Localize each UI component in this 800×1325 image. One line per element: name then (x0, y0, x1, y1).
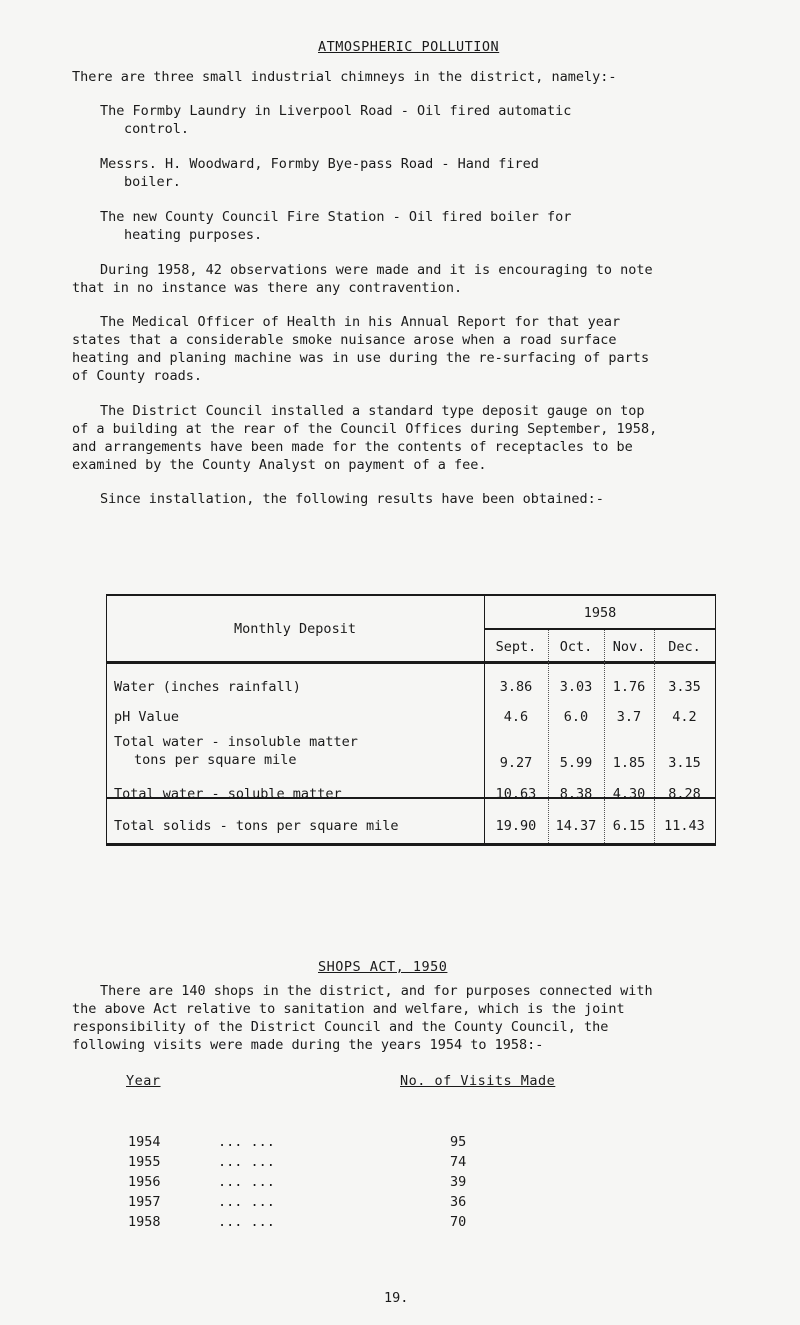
table-row-label: Total water - soluble matter (114, 786, 342, 802)
visits-count: 95 (450, 1134, 467, 1150)
visits-year: 1956 (128, 1174, 161, 1190)
table-rule (106, 661, 716, 664)
table-rule (484, 799, 485, 845)
visits-year: 1955 (128, 1154, 161, 1170)
chimney-item: boiler. (124, 174, 181, 190)
visits-count: 39 (450, 1174, 467, 1190)
table-cell: 6.15 (612, 818, 646, 834)
table-cell: 4.30 (612, 786, 646, 802)
table-cell: 3.03 (559, 679, 593, 695)
leader-dots: ... ... (218, 1134, 275, 1150)
moh-paragraph: heating and planing machine was in use during the re-surfacing of parts (72, 350, 650, 366)
table-row-label: Total water - insoluble matter (114, 734, 358, 750)
table-rule (484, 628, 716, 630)
table-row-label: pH Value (114, 709, 180, 725)
visits-year-header: Year (126, 1073, 161, 1089)
table-rule (604, 799, 605, 845)
table-row-label: Water (inches rainfall) (114, 679, 301, 695)
chimney-item: control. (124, 121, 190, 137)
table-month-header: Oct. (559, 639, 593, 655)
section-heading-shops: SHOPS ACT, 1950 (318, 959, 448, 975)
table-cell: 1.76 (612, 679, 646, 695)
table-month-header: Sept. (495, 639, 537, 655)
observations-paragraph: During 1958, 42 observations were made and it is encouraging to note (100, 262, 653, 278)
visits-year: 1954 (128, 1134, 161, 1150)
table-cell: 3.7 (616, 709, 642, 725)
visits-count: 36 (450, 1194, 467, 1210)
table-rule (715, 799, 716, 845)
results-intro: Since installation, the following results have been obtained:- (100, 491, 604, 507)
observations-paragraph: that in no instance was there any contravention. (72, 280, 463, 296)
table-cell: 8.28 (668, 786, 701, 802)
shops-paragraph: responsibility of the District Council and the County Council, the (72, 1019, 609, 1035)
table-cell: 10.63 (495, 786, 537, 802)
table-cell: 14.37 (555, 818, 597, 834)
shops-paragraph: the above Act relative to sanitation and welfare, which is the joint (72, 1001, 625, 1017)
table-rule (715, 594, 716, 799)
table-cell: 3.15 (668, 755, 701, 771)
table-row-label: Total solids - tons per square mile (114, 818, 399, 834)
table-rule (106, 843, 716, 846)
table-row-header: Monthly Deposit (234, 621, 356, 637)
moh-paragraph: states that a considerable smoke nuisance arose when a road surface (72, 332, 617, 348)
gauge-paragraph: The District Council installed a standard type deposit gauge on top (100, 403, 645, 419)
chimney-item: heating purposes. (124, 227, 263, 243)
table-row-label: tons per square mile (134, 752, 297, 768)
table-month-header: Dec. (668, 639, 701, 655)
gauge-paragraph: examined by the County Analyst on payment of a fee. (72, 457, 487, 473)
table-rule (548, 799, 549, 845)
table-cell: 6.0 (563, 709, 589, 725)
shops-paragraph: following visits were made during the years 1954 to 1958:- (72, 1037, 544, 1053)
section-heading-atmospheric: ATMOSPHERIC POLLUTION (318, 39, 500, 55)
visits-count-header: No. of Visits Made (400, 1073, 556, 1089)
table-cell: 5.99 (559, 755, 593, 771)
leader-dots: ... ... (218, 1194, 275, 1210)
chimney-item: The new County Council Fire Station - Oil fired boiler for (100, 209, 572, 225)
table-cell: 4.2 (672, 709, 697, 725)
shops-paragraph: There are 140 shops in the district, and for purposes connected with (100, 983, 653, 999)
table-cell: 19.90 (495, 818, 537, 834)
table-year-header: 1958 (583, 605, 617, 621)
table-cell: 4.6 (503, 709, 529, 725)
leader-dots: ... ... (218, 1154, 275, 1170)
visits-year: 1958 (128, 1214, 161, 1230)
table-rule (654, 799, 655, 845)
table-cell: 3.35 (668, 679, 701, 695)
leader-dots: ... ... (218, 1214, 275, 1230)
leader-dots: ... ... (218, 1174, 275, 1190)
intro-paragraph: There are three small industrial chimneys in the district, namely:- (72, 69, 617, 85)
visits-count: 74 (450, 1154, 467, 1170)
table-rule (106, 594, 716, 596)
table-month-header: Nov. (612, 639, 646, 655)
moh-paragraph: of County roads. (72, 368, 203, 384)
gauge-paragraph: and arrangements have been made for the contents of receptacles to be (72, 439, 633, 455)
deposit-table (106, 594, 716, 799)
visits-year: 1957 (128, 1194, 161, 1210)
page-number: 19. (384, 1290, 409, 1306)
visits-count: 70 (450, 1214, 467, 1230)
table-cell: 1.85 (612, 755, 646, 771)
table-cell: 11.43 (664, 818, 705, 834)
chimney-item: Messrs. H. Woodward, Formby Bye-pass Road - Hand fired (100, 156, 539, 172)
table-cell: 8.38 (559, 786, 593, 802)
chimney-item: The Formby Laundry in Liverpool Road - Oil fired automatic (100, 103, 572, 119)
moh-paragraph: The Medical Officer of Health in his Annual Report for that year (100, 314, 621, 330)
table-rule (106, 799, 107, 845)
table-cell: 3.86 (499, 679, 533, 695)
gauge-paragraph: of a building at the rear of the Council Offices during September, 1958, (72, 421, 658, 437)
table-cell: 9.27 (499, 755, 533, 771)
